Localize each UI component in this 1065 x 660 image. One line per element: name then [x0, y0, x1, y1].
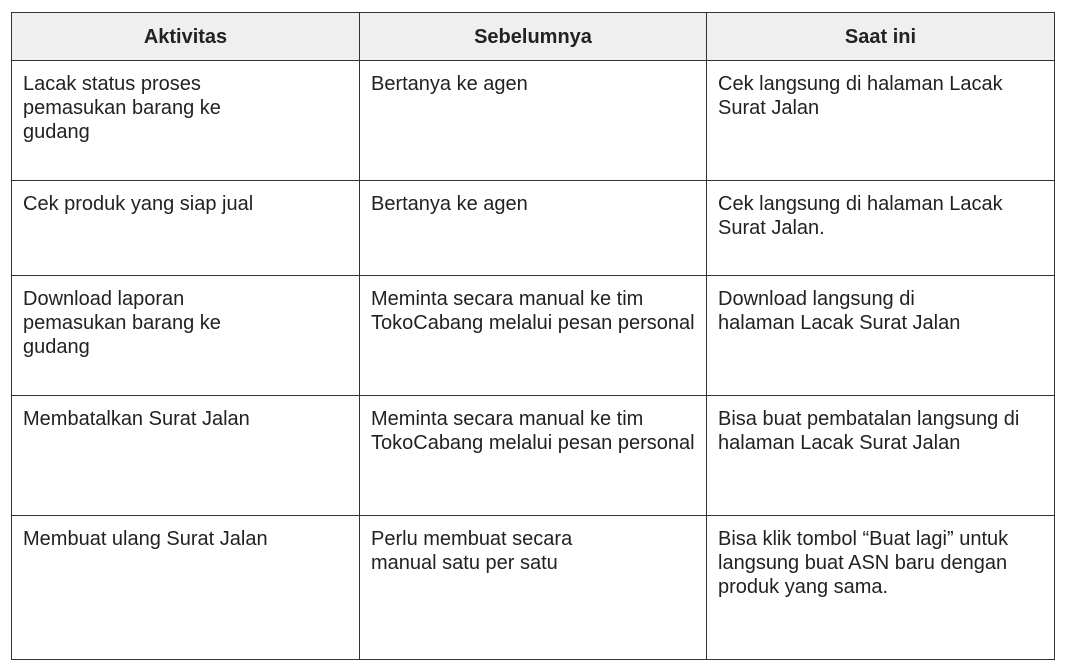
table-row [12, 276, 1055, 396]
cell-saat-ini: Bisa buat pembatalan langsung di halaman Lacak Surat Jalan [707, 396, 1055, 516]
cell-saat-ini: Download langsung di halaman Lacak Surat Jalan [707, 276, 1055, 396]
table-row [12, 516, 1055, 660]
cell-aktivitas: Cek produk yang siap jual [12, 181, 360, 276]
header-saat-ini: Saat ini [707, 13, 1055, 61]
header-sebelumnya: Sebelumnya [360, 13, 707, 61]
cell-sebelumnya: Perlu membuat secara manual satu per satu [360, 516, 707, 660]
table-row [12, 61, 1055, 181]
cell-sebelumnya: Bertanya ke agen [360, 181, 707, 276]
cell-sebelumnya: Meminta secara manual ke tim TokoCabang melalui pesan personal [360, 396, 707, 516]
table-row [12, 396, 1055, 516]
table-header-row [12, 13, 1055, 61]
table-row [12, 181, 1055, 276]
cell-saat-ini: Cek langsung di halaman Lacak Surat Jalan. [707, 181, 1055, 276]
cell-aktivitas: Membatalkan Surat Jalan [12, 396, 360, 516]
cell-sebelumnya: Meminta secara manual ke tim TokoCabang melalui pesan personal [360, 276, 707, 396]
comparison-table-container [11, 12, 1055, 660]
cell-sebelumnya: Bertanya ke agen [360, 61, 707, 181]
cell-aktivitas: Membuat ulang Surat Jalan [12, 516, 360, 660]
comparison-table [11, 12, 1055, 660]
cell-aktivitas: Download laporan pemasukan barang ke gudang [12, 276, 360, 396]
cell-saat-ini: Bisa klik tombol “Buat lagi” untuk langsung buat ASN baru dengan produk yang sama. [707, 516, 1055, 660]
cell-aktivitas: Lacak status proses pemasukan barang ke gudang [12, 61, 360, 181]
header-aktivitas: Aktivitas [12, 13, 360, 61]
cell-saat-ini: Cek langsung di halaman Lacak Surat Jalan [707, 61, 1055, 181]
